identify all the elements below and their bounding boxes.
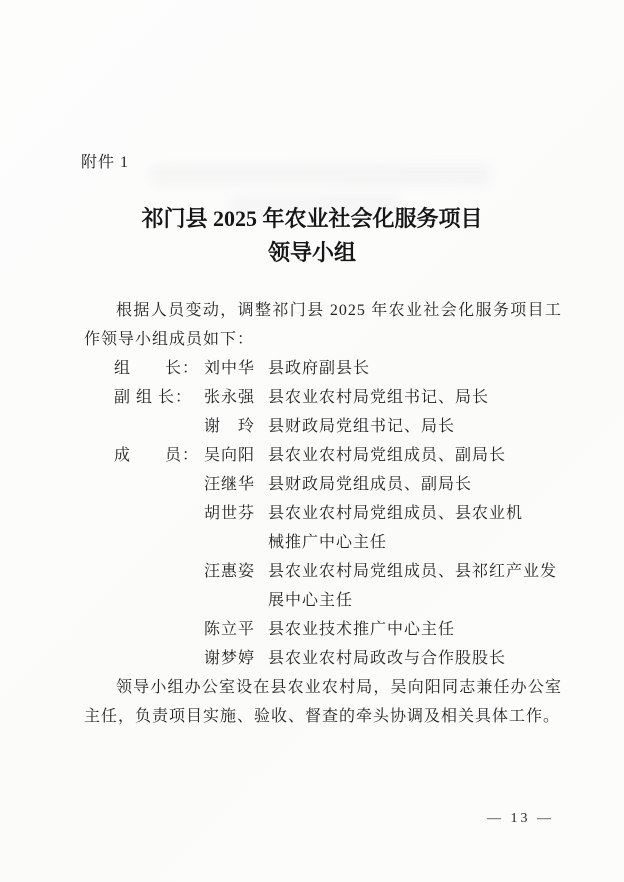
member-row <box>84 470 562 499</box>
member-name: 汪继华 <box>204 476 256 493</box>
member-name: 胡世芬 <box>204 505 256 522</box>
document-title-line2: 领导小组 <box>267 240 356 265</box>
member-position: 县农业技术推广中心主任 <box>268 621 456 638</box>
member-row <box>84 644 562 673</box>
member-name: 吴向阳 <box>204 447 256 464</box>
member-position: 县农业农村局党组成员、县祁红产业发 展中心主任 <box>268 563 558 609</box>
member-role: 成 员： <box>114 447 200 464</box>
member-row <box>84 615 562 644</box>
member-role: 组 长： <box>114 360 200 377</box>
attachment-label: 附件 1 <box>81 154 130 171</box>
page-number: — 13 — <box>487 811 554 826</box>
member-row <box>84 441 562 470</box>
member-name: 张永强 <box>204 389 256 406</box>
member-row <box>84 412 562 441</box>
member-position: 县农业农村局党组书记、局长 <box>268 389 490 406</box>
document-title <box>0 202 624 270</box>
member-row <box>84 383 562 412</box>
member-position: 县农业农村局政改与合作股股长 <box>268 650 507 667</box>
document-title-line1: 祁门县 2025 年农业社会化服务项目 <box>141 206 483 231</box>
member-position: 县财政局党组成员、副局长 <box>268 476 473 493</box>
document-body <box>84 296 562 731</box>
member-position: 县政府副县长 <box>268 360 371 377</box>
member-list <box>84 354 562 673</box>
bleed-through-artifact <box>150 165 490 185</box>
member-role: 副 组 长： <box>114 389 193 406</box>
closing-paragraph: 领导小组办公室设在县农业农村局，吴向阳同志兼任办公室主任，负责项目实施、验收、督查的牵头协调及相关具体工作。 <box>84 679 562 725</box>
member-name: 谢梦婷 <box>204 650 256 667</box>
member-position: 县财政局党组书记、局长 <box>268 418 456 435</box>
member-name: 刘中华 <box>204 360 256 377</box>
member-row <box>84 557 562 615</box>
member-row <box>84 499 562 557</box>
member-position: 县农业农村局党组成员、副局长 <box>268 447 507 464</box>
member-row <box>84 354 562 383</box>
intro-paragraph: 根据人员变动，调整祁门县 2025 年农业社会化服务项目工作领导小组成员如下： <box>84 302 562 348</box>
member-name: 陈立平 <box>204 621 256 638</box>
member-position: 县农业农村局党组成员、县农业机 械推广中心主任 <box>268 505 524 551</box>
member-name: 谢 玲 <box>204 418 256 435</box>
member-name: 汪惠姿 <box>204 563 256 580</box>
